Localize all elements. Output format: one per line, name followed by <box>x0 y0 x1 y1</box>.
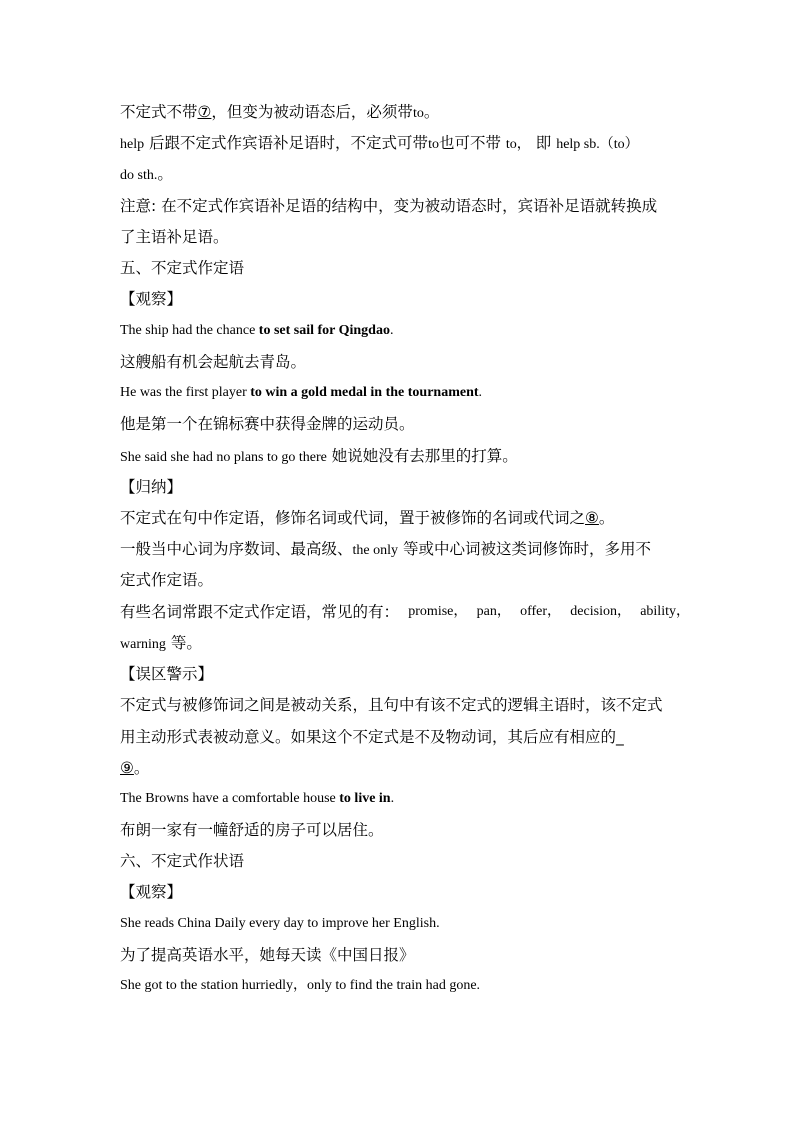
note-line: 注意: 在不定式作宾语补足语的结构中，变为被动语态时，宾语补足语就转换成 <box>120 197 658 215</box>
example-plans: She said she had no plans to go there 她说她没有去那里的打算。 <box>120 447 518 465</box>
observe-heading: 【观察】 <box>120 290 183 308</box>
rule-nouns-cont: warning 等。 <box>120 634 202 652</box>
example-station: She got to the station hurriedly，only to find the train had gone. <box>120 978 481 993</box>
warning-text: 不定式与被修饰词之间是被动关系，且句中有该不定式的逻辑主语时，该不定式 <box>120 696 663 714</box>
translation-ship: 这艘船有机会起航去青岛。 <box>120 353 307 371</box>
blank-8: ⑧ <box>585 509 599 527</box>
translation-china-daily: 为了提高英语水平，她每天读《中国日报》 <box>120 946 415 964</box>
example-ship: The ship had the chance to set sail for Qingdao. <box>120 323 394 338</box>
blank-9: ⑨ <box>120 759 134 777</box>
help-rule-line: help 后跟不定式作宾语补足语时，不定式可带to也可不带 to， 即 help sb.（to） <box>120 134 639 152</box>
rule-nouns: 有些名词常跟不定式作定语，常见的有： promise， pan， offer， decision， ability， <box>120 603 690 621</box>
warning-heading: 【误区警示】 <box>120 665 214 683</box>
summary-heading: 【归纳】 <box>120 478 183 496</box>
rule-ordinal: 一般当中心词为序数词、最高级、the only 等或中心词被这类词修饰时，多用不 <box>120 540 651 558</box>
rule-ordinal-cont: 定式作定语。 <box>120 571 214 589</box>
rule-line-7: 不定式不带⑦，但变为被动语态后，必须带to。 <box>120 103 440 121</box>
translation-player: 他是第一个在锦标赛中获得金牌的运动员。 <box>120 415 415 433</box>
example-china-daily: She reads China Daily every day to improve her English. <box>120 916 440 931</box>
observe-heading-2: 【观察】 <box>120 883 183 901</box>
example-player: He was the first player to win a gold medal in the tournament. <box>120 385 483 400</box>
example-browns: The Browns have a comfortable house to live in. <box>120 791 395 806</box>
blank-7: ⑦ <box>197 103 212 121</box>
translation-browns: 布朗一家有一幢舒适的房子可以居住。 <box>120 821 384 839</box>
section-heading-attributive: 五、不定式作定语 <box>120 259 245 277</box>
rule-line-8: 不定式在句中作定语，修饰名词或代词，置于被修饰的名词或代词之⑧。 <box>120 509 615 527</box>
section-heading-adverbial: 六、不定式作状语 <box>120 852 245 870</box>
rule-line-9: ⑨。 <box>120 759 150 777</box>
warning-text-cont: 用主动形式表被动意义。如果这个不定式是不及物动词，其后应有相应的_ <box>120 728 624 746</box>
help-rule-line-cont: do sth.。 <box>120 165 173 183</box>
note-line-cont: 了主语补足语。 <box>120 228 229 246</box>
